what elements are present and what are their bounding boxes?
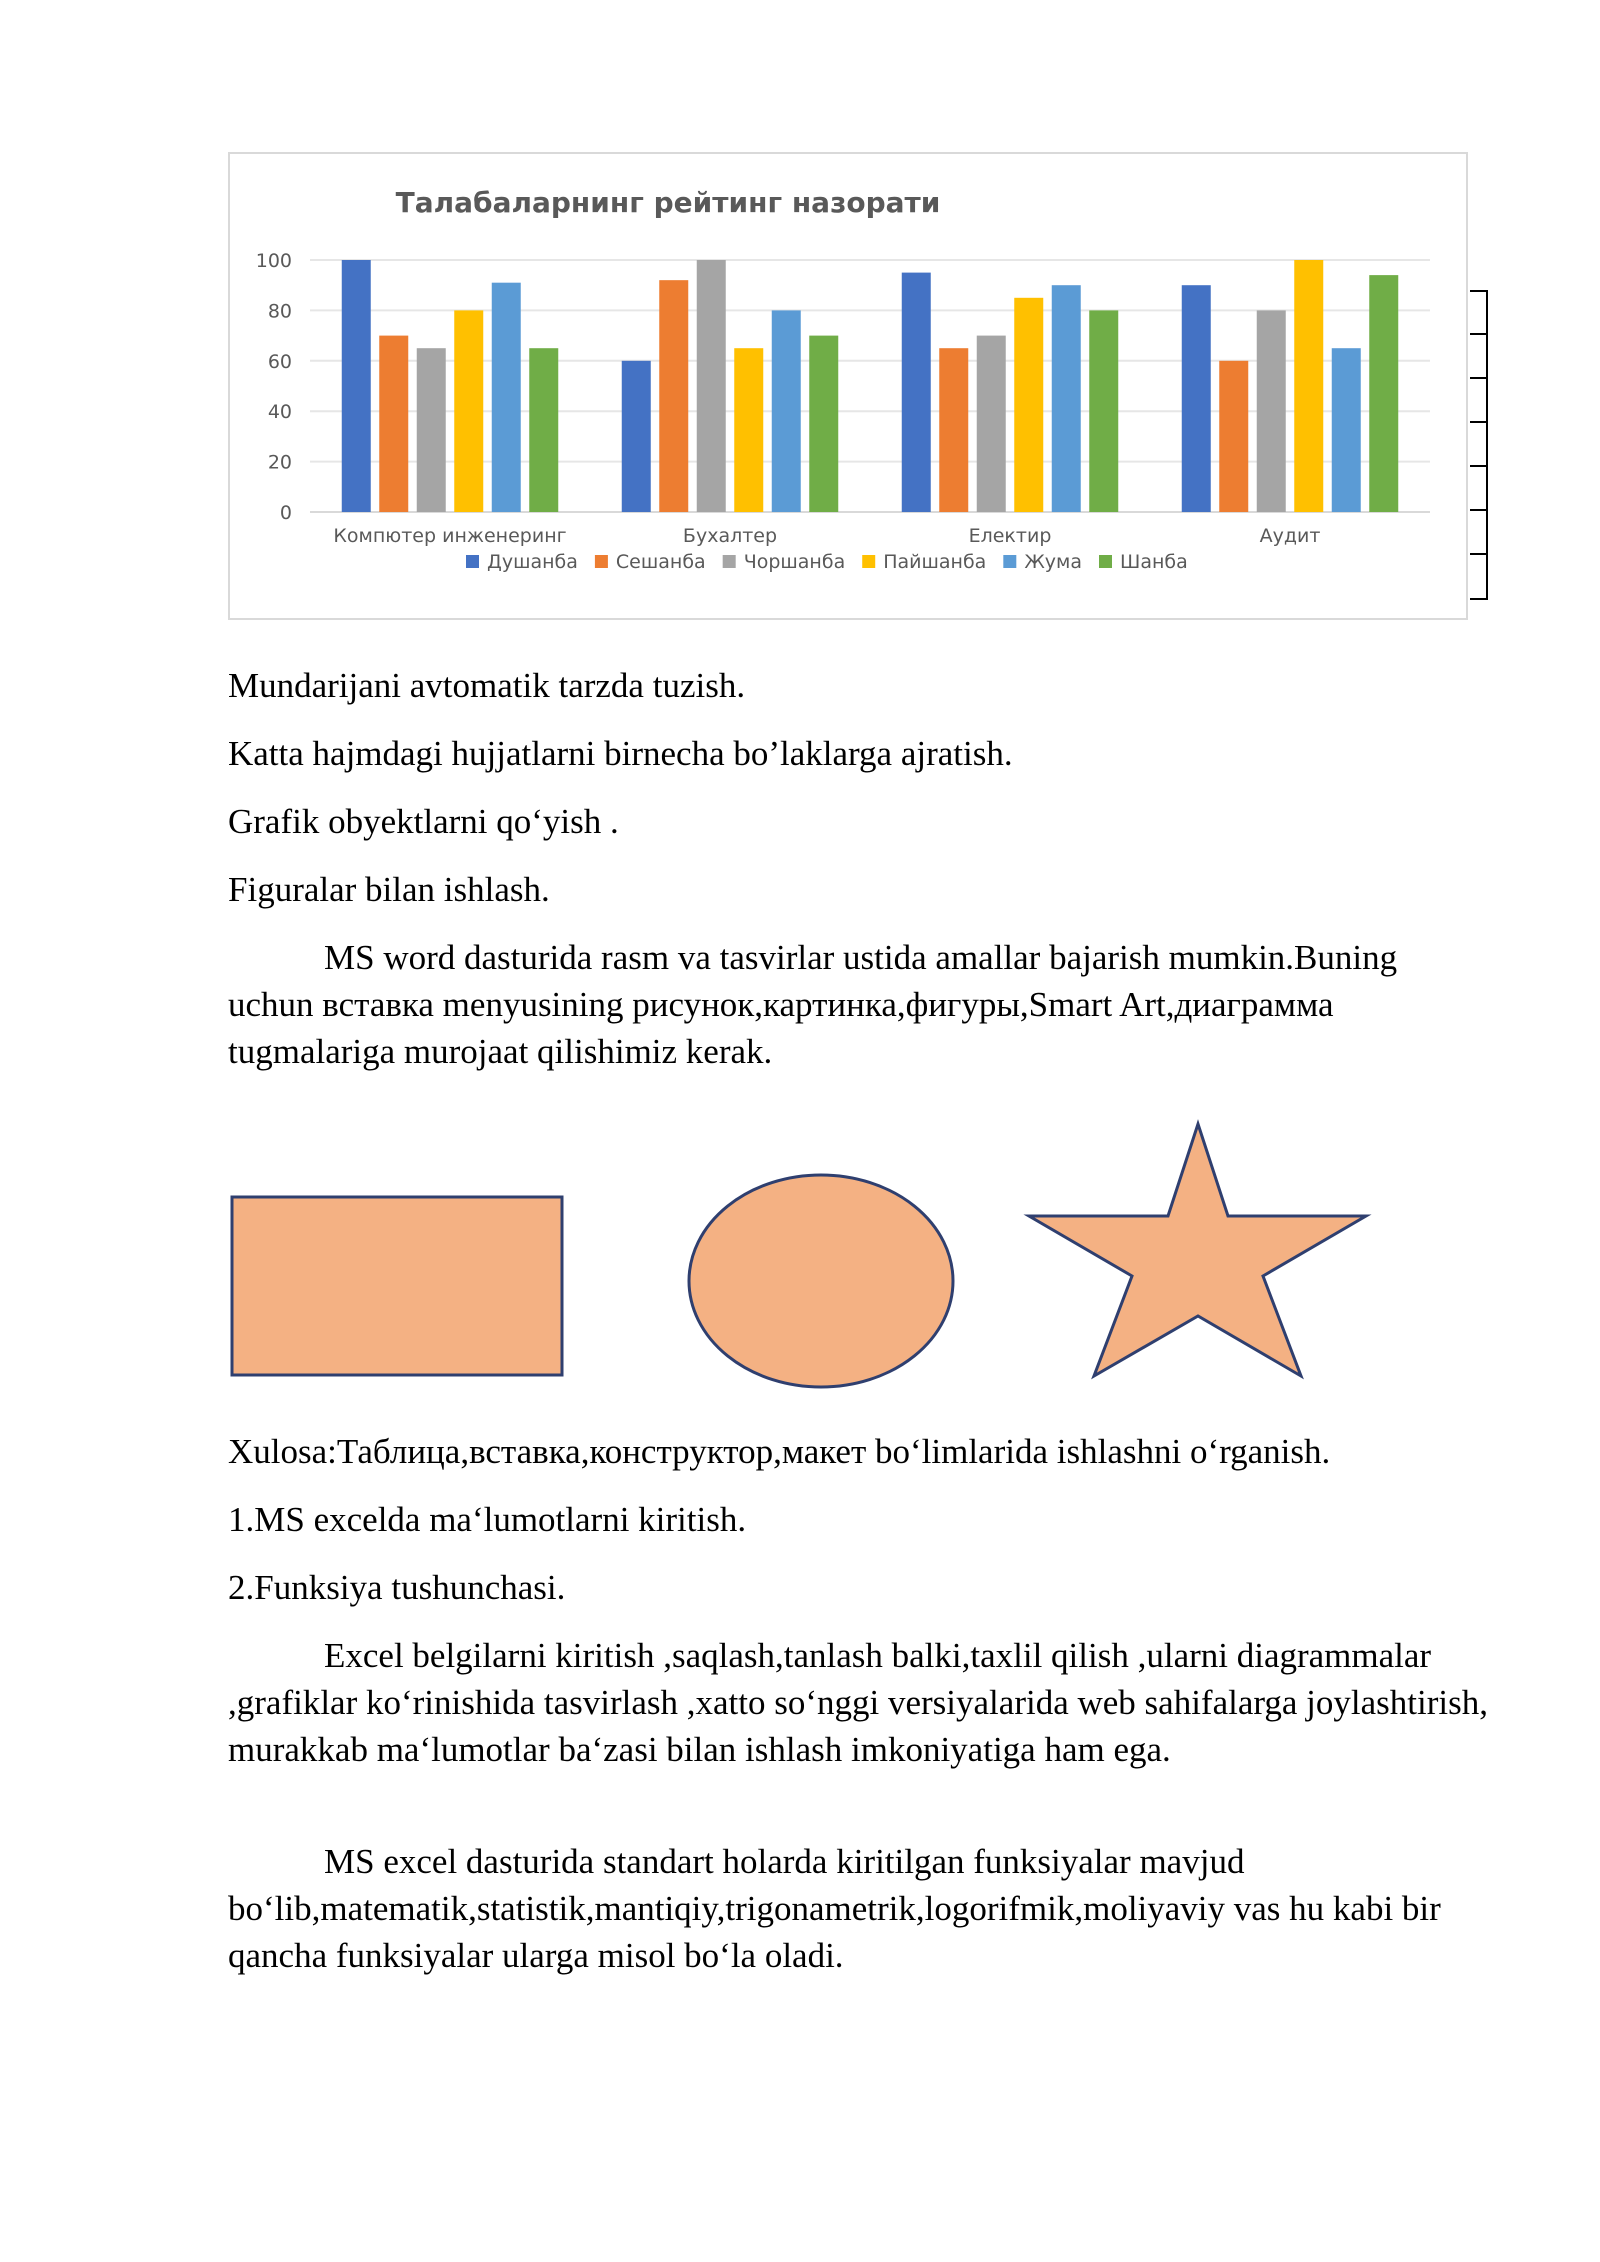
bar-Пайшанба bbox=[454, 310, 483, 512]
paragraph-figures: Figuralar bilan ishlash. bbox=[228, 870, 550, 909]
bar-Жума bbox=[1052, 285, 1081, 512]
paragraph-graphics: Grafik obyektlarni qo‘yish . bbox=[228, 802, 619, 841]
y-tick-label: 100 bbox=[255, 250, 292, 272]
legend-swatch bbox=[1003, 555, 1016, 568]
chart-canvas bbox=[230, 154, 1466, 618]
bar-Сешанба bbox=[939, 348, 968, 512]
bar-Чоршанба bbox=[697, 260, 726, 512]
legend-swatch bbox=[466, 555, 479, 568]
bar-Шанба bbox=[1089, 310, 1118, 512]
bar-Пайшанба bbox=[734, 348, 763, 512]
bar-Шанба bbox=[1369, 275, 1398, 512]
y-tick-label: 60 bbox=[267, 350, 292, 373]
legend-swatch bbox=[1099, 555, 1112, 568]
side-bracket-lines bbox=[1470, 290, 1488, 600]
bar-Пайшанба bbox=[1014, 298, 1043, 512]
x-category-label: Компютер инженеринг bbox=[333, 525, 567, 547]
bar-Жума bbox=[772, 310, 801, 512]
legend-swatch bbox=[595, 555, 608, 568]
y-tick-label: 20 bbox=[267, 451, 292, 474]
paragraph-excel-functions: MS excel dasturida standart holarda kiritilgan funksiyalar mavjud bo‘lib,matematik,statistik,mantiqiy,trigonametrik,logorifmik,moliyaviy vas hu kabi bir qancha funksiyalar ularga misol bo‘la oladi. bbox=[228, 1842, 1441, 1975]
bar-Душанба bbox=[1182, 285, 1211, 512]
legend-label: Сешанба bbox=[615, 551, 706, 573]
legend-label: Жума bbox=[1024, 551, 1082, 573]
bar-Чоршанба bbox=[417, 348, 446, 512]
x-category-label: Бухалтер bbox=[682, 525, 778, 547]
paragraph-toc: Mundarijani avtomatik tarzda tuzish. bbox=[228, 666, 746, 705]
bar-Чоршанба bbox=[1257, 310, 1286, 512]
ellipse-shape[interactable] bbox=[689, 1175, 953, 1387]
paragraph-split-docs: Katta hajmdagi hujjatlarni birnecha bo’laklarga ajratish. bbox=[228, 734, 1013, 773]
legend-label: Душанба bbox=[487, 551, 578, 573]
legend-label: Чоршанба bbox=[743, 551, 846, 573]
paragraph-excel-features: Excel belgilarni kiritish ,saqlash,tanlash balki,taxlil qilish ,ularni diagrammalar ,grafiklar ko‘rinishida tasvirlash ,xatto so‘nggi versiyalarida web sahifalarga joylashtirish, murakkab ma‘lumotlar ba‘zasi bilan ishlash imkoniyatiga ham ega. bbox=[228, 1636, 1488, 1769]
bar-Сешанба bbox=[379, 336, 408, 512]
bar-Душанба bbox=[622, 361, 651, 512]
legend-label: Шанба bbox=[1120, 551, 1188, 573]
bar-Шанба bbox=[529, 348, 558, 512]
paragraph-conclusion: Xulosa:Таблица,вставка,конструктор,макет bo‘limlarida ishlashni o‘rganish. bbox=[228, 1432, 1331, 1471]
paragraph-word-insert: MS word dasturida rasm va tasvirlar ustida amallar bajarish mumkin.Buning uchun вставка menyusining рисунок,картинка,фигуры,Smart Art,диаграмма tugmalariga murojaat qilishimiz kerak. bbox=[228, 938, 1398, 1071]
x-category-label: Аудит bbox=[1259, 525, 1321, 547]
x-category-label: Електир bbox=[968, 525, 1052, 547]
bar-Душанба bbox=[342, 260, 371, 512]
shapes-area bbox=[228, 1118, 1408, 1398]
legend-swatch bbox=[723, 555, 736, 568]
legend-swatch bbox=[862, 555, 875, 568]
y-tick-label: 40 bbox=[267, 401, 292, 424]
bar-Душанба bbox=[902, 273, 931, 512]
bar-Пайшанба bbox=[1294, 260, 1323, 512]
star-shape[interactable] bbox=[1029, 1124, 1366, 1376]
bar-Сешанба bbox=[1219, 361, 1248, 512]
y-tick-label: 80 bbox=[267, 300, 292, 323]
bar-Чоршанба bbox=[977, 336, 1006, 512]
y-tick-label: 0 bbox=[279, 502, 292, 524]
paragraph-excel-input: 1.MS excelda ma‘lumotlarni kiritish. bbox=[228, 1500, 747, 1539]
rectangle-shape[interactable] bbox=[232, 1197, 562, 1375]
rating-chart[interactable] bbox=[228, 152, 1468, 620]
legend-label: Пайшанба bbox=[883, 551, 987, 573]
bar-Жума bbox=[492, 283, 521, 512]
bar-Сешанба bbox=[659, 280, 688, 512]
bar-Жума bbox=[1332, 348, 1361, 512]
paragraph-function-concept: 2.Funksiya tushunchasi. bbox=[228, 1568, 566, 1607]
chart-title: Талабаларнинг рейтинг назорати bbox=[395, 186, 941, 219]
bar-Шанба bbox=[809, 336, 838, 512]
